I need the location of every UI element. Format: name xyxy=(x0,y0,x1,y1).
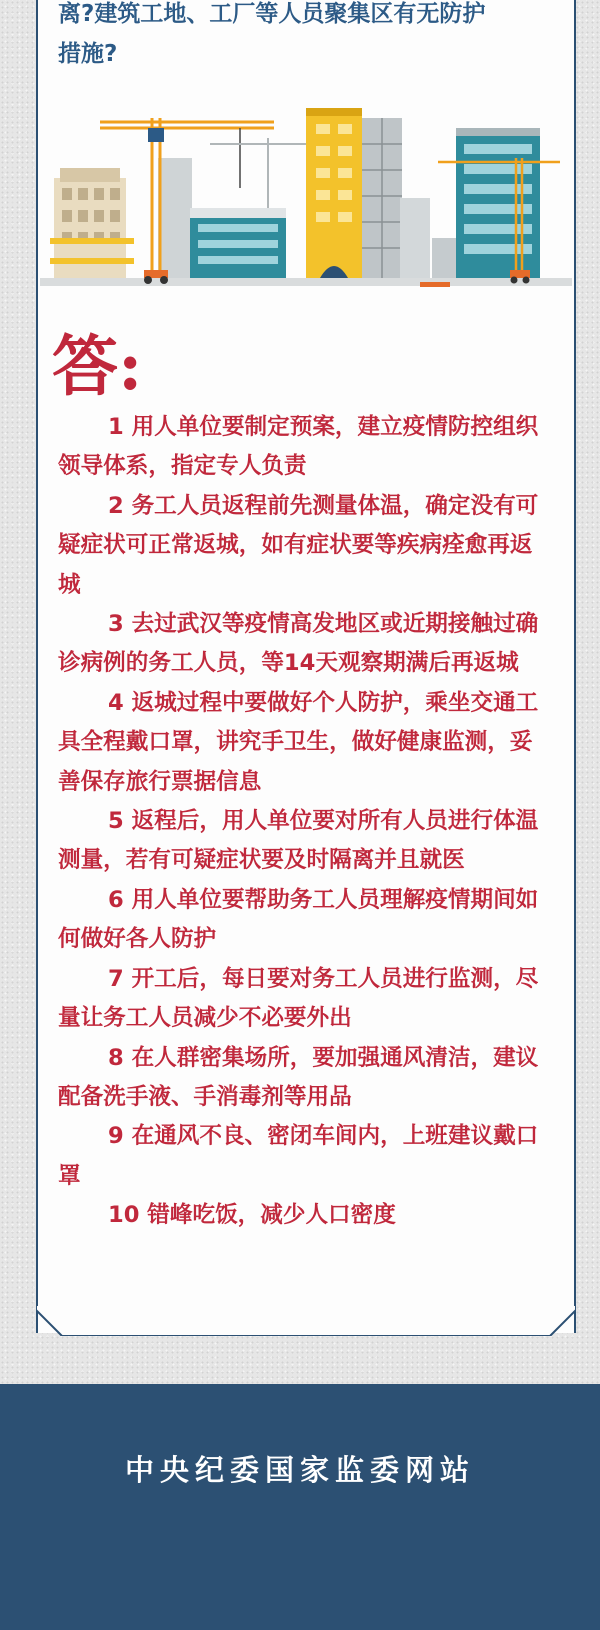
answer-heading: 答: xyxy=(52,327,143,405)
construction-site-illustration xyxy=(40,88,572,300)
answer-item: 3 去过武汉等疫情高发地区或近期接触过确诊病例的务工人员，等14天观察期满后再返城 xyxy=(58,611,539,677)
question-text xyxy=(58,0,558,74)
card-bottom-edge xyxy=(36,1306,576,1336)
answer-item: 7 开工后，每日要对务工人员进行监测，尽量让务工人员减少不必要外出 xyxy=(58,965,539,1032)
question-line: 离?建筑工地、工厂等人员聚集区有无防护 xyxy=(58,1,486,27)
answer-item: 1 用人单位要制定预案，建立疫情防控组织领导体系，指定专人负责 xyxy=(58,414,539,480)
footer-banner xyxy=(0,1384,600,1630)
answer-item: 5 返程后，用人单位要对所有人员进行体温测量，若有可疑症状要及时隔离并且就医 xyxy=(58,808,539,874)
answer-item: 2 务工人员返程前先测量体温，确定没有可疑症状可正常返城，如有症状要等疾病痊愈再返城 xyxy=(58,492,539,598)
answer-list xyxy=(58,408,550,1236)
answer-item: 8 在人群密集场所，要加强通风清洁，建议配备洗手液、手消毒剂等用品 xyxy=(58,1044,539,1110)
answer-item: 4 返城过程中要做好个人防护，乘坐交通工具全程戴口罩，讲究手卫生，做好健康监测，妥善保存旅行票据信息 xyxy=(58,689,539,795)
answer-item: 6 用人单位要帮助务工人员理解疫情期间如何做好各人防护 xyxy=(58,886,539,953)
answer-item: 9 在通风不良、密闭车间内，上班建议戴口罩 xyxy=(58,1123,539,1189)
footer-site-name: 中央纪委国家监委网站 xyxy=(124,1453,475,1487)
question-line: 措施? xyxy=(58,41,118,67)
answer-item: 10 错峰吃饭，减少人口密度 xyxy=(108,1202,396,1229)
